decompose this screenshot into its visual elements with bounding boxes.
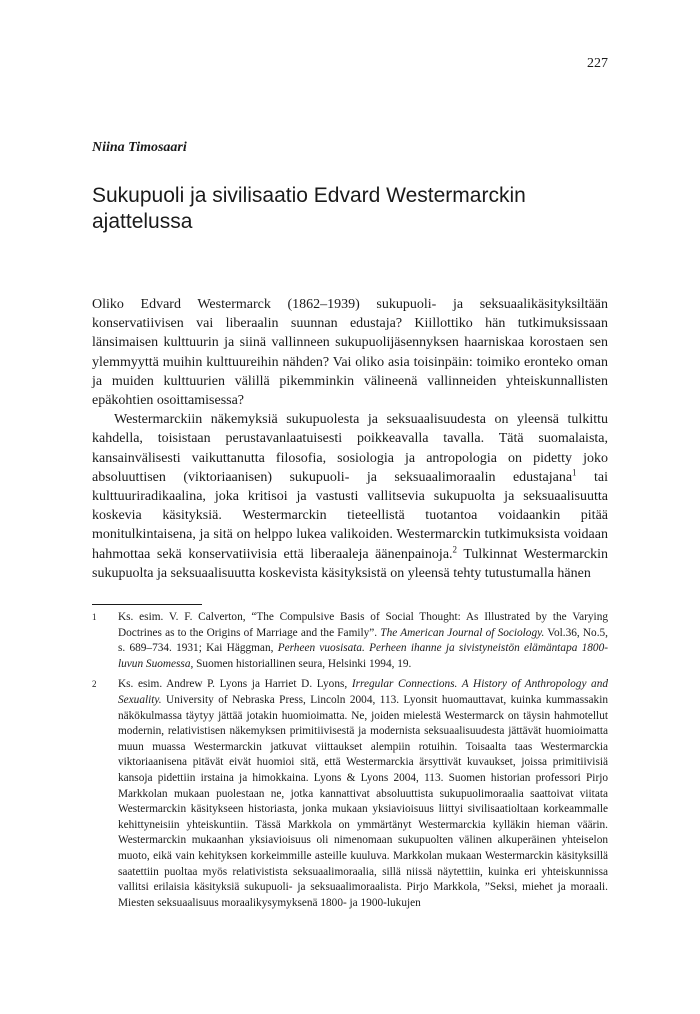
footnote-text [118, 677, 608, 911]
footnote-number: 1 [92, 612, 97, 622]
footnote-text [118, 610, 608, 672]
footnote-ref-1: 1 [572, 467, 577, 478]
paragraph-2 [92, 410, 608, 583]
paragraph-2-part-b: tai kulttuuriradikaalina, joka kritisoi ja vastusti vallitsevia sukupuolta ja seksuaalisuutta koskevia käsityksiä. Westermarckin tieteellistä tuotantoa voidaankin pitää monitulkintaisena, ja sitä on helppo lukea valikoiden. Westermarckin tutkimuksista voidaan hahmottaa sekä konservatiivisia että liberaaleja äänenpainoja. [92, 469, 608, 562]
page-number: 227 [587, 56, 608, 71]
footnote-separator [92, 604, 202, 605]
footnote-text-part: University of Nebraska Press, Lincoln 2004, 113. Lyonsit huomauttavat, kuinka kummassakin näkökulmassa täytyy jättää jotakin huomioimatta. Ne, joiden mielestä Westermarck on täysin hahmotellut modernin, relativistisen näkemyksen primitiivisestä ja modernista seksuaalisuudesta jättävät huomioimatta muun muassa Westermarckin jatkuvat viittaukset alempiin rotuihin. Toisaalta taas Westermarckia viktoriaanisena pitävät eivät huomioi sitä, että Westermarckia ärsyttivät kuvaukset, joissa primitiivisiä kansoja pidettiin irstaina ja himokkaina. Lyons & Lyons 2004, 113. Suomen historian professori Pirjo Markkolan mukaan puolestaan ne, jotka kannattivat absoluuttista sukupuolimoraalia saattoivat viitata Westermarckin käsitykseen historiasta, jonka mukaan yksiavioisuus liittyi sivilisaatioltaan korkeammalle kehittyneisiin yhteiskuntiin. Tässä Markkola on ymmärtänyt Westermarckia kylläkin hieman väärin. Westermarckin mukaanhan yksiavioisuus oli nimenomaan sukupuolten välinen alkuperäinen yhteiselon muoto, eikä vain kehityksen korkeimmille asteille kuuluva. Markkolan mukaan Westermarckin käsityksillä saatettiin puoltaa myös relativistista seksuaalimoraalia, sillä niissä näytettiin, kuinka eri yhteiskunnissa vallitsi erilaisia käsityksiä sukupuoli- ja seksuaalimoraalista. Pirjo Markkola, ”Seksi, miehet ja moraali. Miesten seksuaalisuus moraalikysymyksenä 1800- ja 1900-lukujen [118, 693, 608, 909]
footnote-text-part: Ks. esim. Andrew P. Lyons ja Harriet D. Lyons, [118, 678, 352, 691]
footnote-ref-2: 2 [452, 543, 458, 554]
paragraph-1: Oliko Edvard Westermarck (1862–1939) sukupuoli- ja seksuaalikäsityksiltään konservatiivisen vai liberaalin suunnan edustaja? Kiillottiko hän tutkimuksissaan länsimaisen kulttuurin ja siinä vallinneen sukupuolijäsennyksen haarniskaa korostaen sen ylemmyyttä muihin kulttuureihin nähden? Vai oliko asia toisinpäin: toimiko eronteko oman ja muiden kulttuurien välillä pikemminkin välineenä vallinneiden yhteiskunnallisten epäkohtien osoittamisessa? [92, 297, 608, 409]
footnote-1 [92, 610, 608, 672]
paragraph-2-part-a: Westermarckiin näkemyksiä sukupuolesta ja seksuaalisuudesta on yleensä tulkittu kahdella, toisistaan perustavanlaatuisesti poikkeavalla tavalla. Tätä suomalaista, kansainvälisesti vaikuttanutta filosofia, sosiologia ja antropologia on pidetty joko absoluuttisen (viktoriaanisen) sukupuoli- ja seksuaalimoraalin edustajana [92, 412, 608, 485]
author-name: Niina Timosaari [92, 140, 187, 155]
footnote-text-part: Suomen historiallinen seura, Helsinki 1994, 19. [193, 657, 412, 670]
article-title: Sukupuoli ja sivilisaatio Edvard Westermarckin ajattelussa [92, 184, 526, 233]
footnote-2 [92, 677, 608, 911]
footnote-text-italic: The American Journal of Sociology. [380, 626, 545, 639]
paragraph-2-part-c: Tulkinnat Westermarckin sukupuolta ja seksuaalisuutta koskevista käsityksistä on yleensä tehty tutustumalla hänen [92, 546, 608, 581]
footnote-text-italic: Irregular Connections. A History of Anthropology and Sexuality. [118, 678, 609, 706]
footnote-text-part: Ks. esim. V. F. Calverton, “The Compulsive Basis of Social Thought: As Illustrated by the Varying Doctrines as to the Origins of Marriage and the Family”. [118, 611, 608, 639]
footnotes [92, 610, 608, 916]
footnote-text-part: Vol.36, No.5, s. 689–734. 1931; Kai Häggman, [118, 626, 609, 655]
footnote-text-italic: Perheen vuosisata. Perheen ihanne ja sivistyneistön elämäntapa 1800-luvun Suomessa, [118, 642, 608, 670]
article-body [92, 295, 608, 583]
footnote-number: 2 [92, 679, 97, 690]
